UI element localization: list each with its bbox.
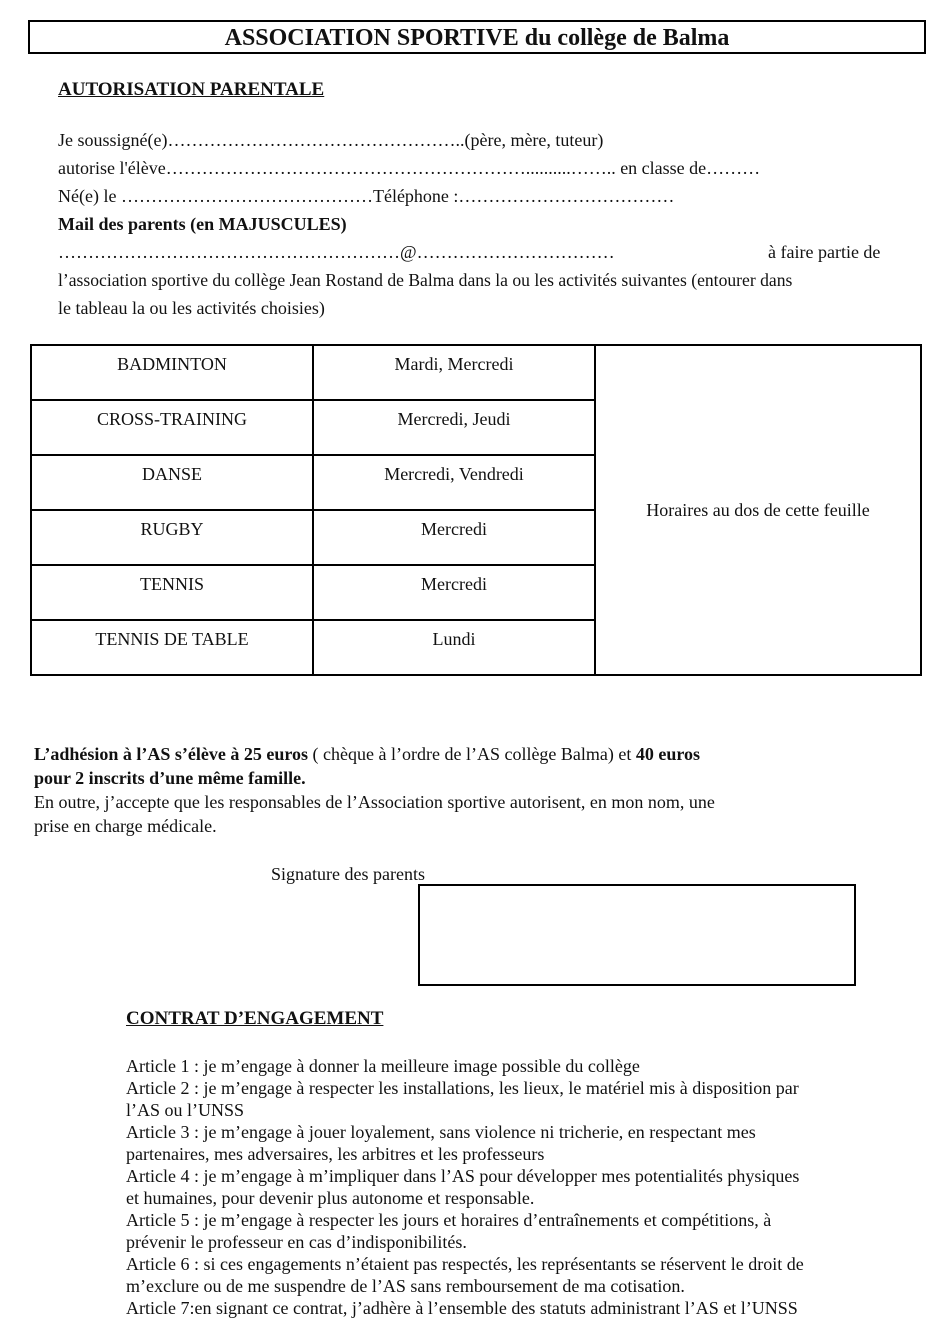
medical-consent-line-end: prise en charge médicale. — [34, 816, 217, 836]
contract-line: Article 2 : je m’engage à respecter les installations, les lieux, le matériel mis à disposition par — [126, 1078, 799, 1098]
schedule-note: Horaires au dos de cette feuille — [595, 345, 921, 675]
contract-line: l’AS ou l’UNSS — [126, 1100, 245, 1120]
days-cell: Lundi — [313, 620, 595, 675]
authorization-line-name: Je soussigné(e)…………………………………………..(père, mère, tuteur) — [58, 130, 604, 150]
days-cell: Mercredi — [313, 510, 595, 565]
activity-cell[interactable]: RUGBY — [31, 510, 313, 565]
contract-line: Article 4 : je m’engage à m’impliquer dans l’AS pour développer mes potentialités physiques — [126, 1166, 800, 1186]
contract-line: partenaires, mes adversaires, les arbitres et les professeurs — [126, 1144, 545, 1164]
membership-line-1 — [34, 742, 700, 766]
signature-label: Signature des parents — [271, 864, 425, 884]
authorization-line-birth-phone: Né(e) le ……………………………………Téléphone :……………………………… — [58, 186, 675, 206]
days-cell: Mercredi — [313, 565, 595, 620]
authorization-line-student: autorise l'élève……………………………………………………..........…….. en classe de……… — [58, 158, 761, 178]
contract-line: m’exclure ou de me suspendre de l’AS sans remboursement de ma cotisation. — [126, 1276, 685, 1296]
contract-line: Article 7:en signant ce contrat, j’adhère à l’ensemble des statuts administrant l’AS et l’UNSS — [126, 1298, 798, 1318]
contract-line: et humaines, pour devenir plus autonome et responsable. — [126, 1188, 535, 1208]
membership-cheque-note: ( chèque à l’ordre de l’AS collège Balma) et — [308, 744, 636, 764]
membership-family-fee: 40 euros — [635, 744, 701, 764]
days-cell: Mercredi, Jeudi — [313, 400, 595, 455]
activity-cell[interactable]: CROSS-TRAINING — [31, 400, 313, 455]
membership-fee: L’adhésion à l’AS s’élève à 25 euros — [34, 744, 309, 764]
activity-cell[interactable]: DANSE — [31, 455, 313, 510]
parents-mail-label: Mail des parents (en MAJUSCULES) — [58, 214, 347, 234]
contract-line: Article 3 : je m’engage à jouer loyalement, sans violence ni tricherie, en respectant mes — [126, 1122, 756, 1142]
authorization-line-tail: à faire partie de — [768, 242, 881, 262]
document-title: ASSOCIATION SPORTIVE du collège de Balma — [28, 20, 926, 54]
mail-field-line: …………………………………………………@…………………………… — [58, 242, 615, 262]
signature-box[interactable] — [418, 884, 856, 986]
medical-consent-line: En outre, j’accepte que les responsables de l’Association sportive autorisent, en mon nom, une — [34, 792, 715, 812]
days-cell: Mercredi, Vendredi — [313, 455, 595, 510]
table-row — [31, 345, 921, 400]
contract-line: Article 1 : je m’engage à donner la meilleure image possible du collège — [126, 1056, 640, 1076]
membership-family-line: pour 2 inscrits d’une même famille. — [34, 768, 306, 788]
days-cell: Mardi, Mercredi — [313, 345, 595, 400]
contract-line: prévenir le professeur en cas d’indisponibilités. — [126, 1232, 467, 1252]
contract-articles — [126, 1055, 926, 1319]
activity-cell[interactable]: TENNIS — [31, 565, 313, 620]
authorization-line-association: l’association sportive du collège Jean Rostand de Balma dans la ou les activités suivantes (entourer dans — [58, 270, 793, 290]
authorization-line-choice: le tableau la ou les activités choisies) — [58, 298, 325, 318]
contract-line: Article 5 : je m’engage à respecter les jours et horaires d’entraînements et compétitions, à — [126, 1210, 772, 1230]
activity-cell[interactable]: TENNIS DE TABLE — [31, 620, 313, 675]
activities-table — [30, 344, 922, 676]
contract-heading: CONTRAT D’ENGAGEMENT — [126, 1008, 384, 1029]
contract-line: Article 6 : si ces engagements n’étaient pas respectés, les représentants se réservent le droit de — [126, 1254, 804, 1274]
activity-cell[interactable]: BADMINTON — [31, 345, 313, 400]
authorization-heading: AUTORISATION PARENTALE — [58, 79, 325, 100]
